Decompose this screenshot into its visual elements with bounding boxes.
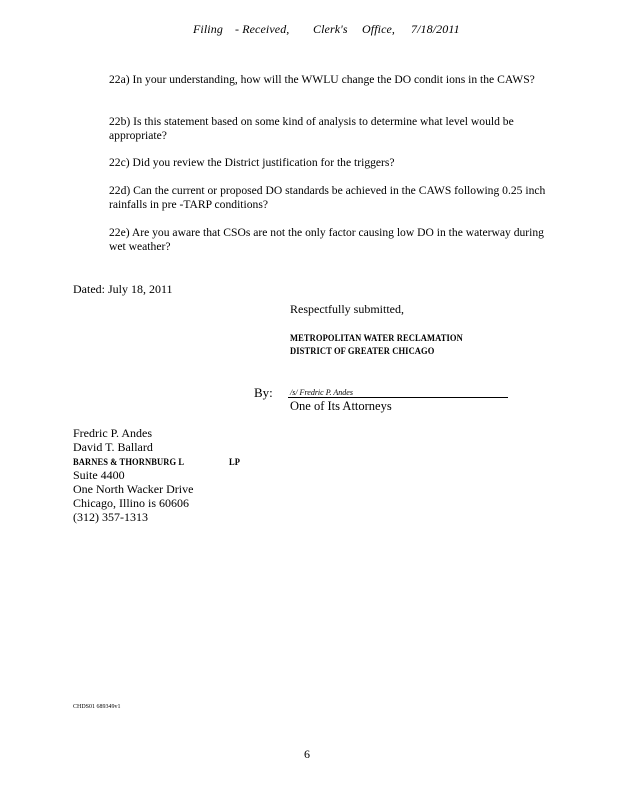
firm-name: BARNES & THORNBURG L — [73, 456, 185, 468]
org-line-1: METROPOLITAN WATER RECLAMATION — [290, 332, 463, 344]
org-line-2: DISTRICT OF GREATER CHICAGO — [290, 345, 435, 357]
contact-phone: (312) 357-1313 — [73, 510, 148, 524]
contact-street: One North Wacker Drive — [73, 482, 194, 496]
contact-city: Chicago, Illino is 60606 — [73, 496, 189, 510]
contact-name-2: David T. Ballard — [73, 440, 153, 454]
attorney-role: One of Its Attorneys — [290, 399, 392, 413]
question-22c: 22c) Did you review the District justification for the triggers? — [109, 156, 395, 169]
contact-name-1: Fredric P. Andes — [73, 426, 152, 440]
question-22d: 22d) Can the current or proposed DO standards be achieved in the CAWS following 0.25 inch rainfalls in pre -TARP conditions? — [109, 184, 546, 211]
signature: /s/ Fredric P. Andes — [290, 388, 353, 397]
page-number: 6 — [304, 747, 310, 761]
closing-text: Respectfully submitted, — [290, 302, 404, 316]
header-filing: Filing — [193, 22, 223, 36]
question-22a: 22a) In your understanding, how will the WWLU change the DO condit ions in the CAWS? — [109, 73, 535, 86]
contact-suite: Suite 4400 — [73, 468, 125, 482]
header-received: - Received, — [235, 22, 290, 36]
dated-line: Dated: July 18, 2011 — [73, 282, 173, 296]
signature-line — [288, 397, 508, 398]
header-date: 7/18/2011 — [411, 22, 460, 36]
by-label: By: — [254, 385, 273, 400]
header-clerks: Clerk's — [313, 22, 348, 36]
header-office: Office, — [362, 22, 396, 36]
question-22b: 22b) Is this statement based on some kind of analysis to determine what level would be appropriate? — [109, 115, 514, 142]
question-22e: 22e) Are you aware that CSOs are not the only factor causing low DO in the waterway during wet weather? — [109, 226, 544, 253]
firm-suffix: LP — [229, 456, 241, 468]
footer-doc-id: CHDS01 689349v1 — [73, 704, 121, 710]
